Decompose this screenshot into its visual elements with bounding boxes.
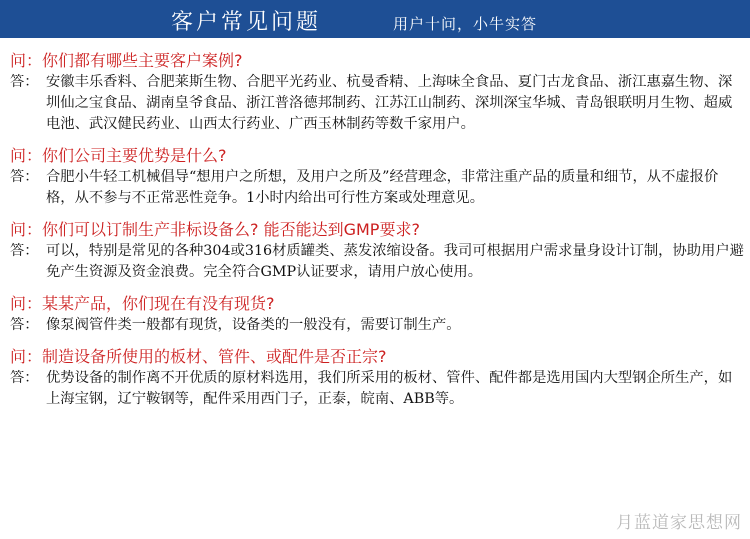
faq-item [10,219,745,283]
page-title: 客户常见问题 [171,10,322,35]
faq-answer [10,315,745,336]
faq-answer [10,368,745,410]
question-text: 你们都有哪些主要客户案例? [42,51,243,70]
page-subtitle: 用户十问，小牛实答 [393,15,538,33]
faq-answer [10,72,745,135]
answer-prefix: 答： [10,370,39,386]
answer-prefix: 答： [10,317,39,333]
question-text: 制造设备所使用的板材、管件、或配件是否正宗? [42,347,387,366]
faq-question [10,50,745,72]
answer-text: 优势设备的制作离不开优质的原材料选用，我们所采用的板材、管件、配件都是选用国内大型钢企所生产，如上海宝钢，辽宁鞍钢等，配件采用西门子，正泰，皖南、ABB等。 [46,370,733,407]
answer-prefix: 答： [10,169,39,185]
answer-text: 合肥小牛轻工机械倡导“想用户之所想，及用户之所及”经营理念，非常注重产品的质量和细节，从不虚报价格，从不参与不正常恶性竞争。1小时内给出可行性方案或处理意见。 [46,169,719,206]
question-prefix: 问： [10,51,43,70]
answer-prefix: 答： [10,74,39,90]
faq-question [10,219,745,241]
question-text: 某某产品，你们现在有没有现货? [42,294,275,313]
faq-item [10,293,745,336]
answer-prefix: 答： [10,243,39,259]
watermark: 月蓝道家思想网 [616,513,742,533]
faq-item [10,145,745,209]
answer-text: 可以，特别是常见的各种304或316材质罐类、蒸发浓缩设备。我司可根据用户需求量身设计订制，协助用户避免产生资源及资金浪费。完全符合GMP认证要求，请用户放心使用。 [46,243,744,280]
faq-item [10,50,745,135]
faq-question [10,145,745,167]
question-prefix: 问： [10,146,43,165]
faq-answer [10,167,745,209]
question-prefix: 问： [10,347,43,366]
faq-question [10,346,745,368]
faq-item [10,346,745,410]
question-text: 你们公司主要优势是什么? [42,146,227,165]
header-banner [0,0,750,38]
faq-question [10,293,745,315]
answer-text: 像泵阀管件类一般都有现货，设备类的一般没有，需要订制生产。 [46,317,461,333]
question-prefix: 问： [10,220,43,239]
answer-text: 安徽丰乐香料、合肥莱斯生物、合肥平光药业、杭曼香精、上海味全食品、夏门古龙食品、浙江惠嘉生物、深圳仙之宝食品、湖南皇爷食品、浙江普洛德邦制药、江苏江山制药、深圳深宝华城、青岛银联明月生物、超威电池、武汉健民药业、山西太行药业、广西玉林制药等数千家用户。 [46,74,733,132]
question-prefix: 问： [10,294,43,313]
faq-answer [10,241,745,283]
question-text: 你们可以订制生产非标设备么? 能否能达到GMP要求? [42,220,420,239]
faq-list [10,50,745,420]
